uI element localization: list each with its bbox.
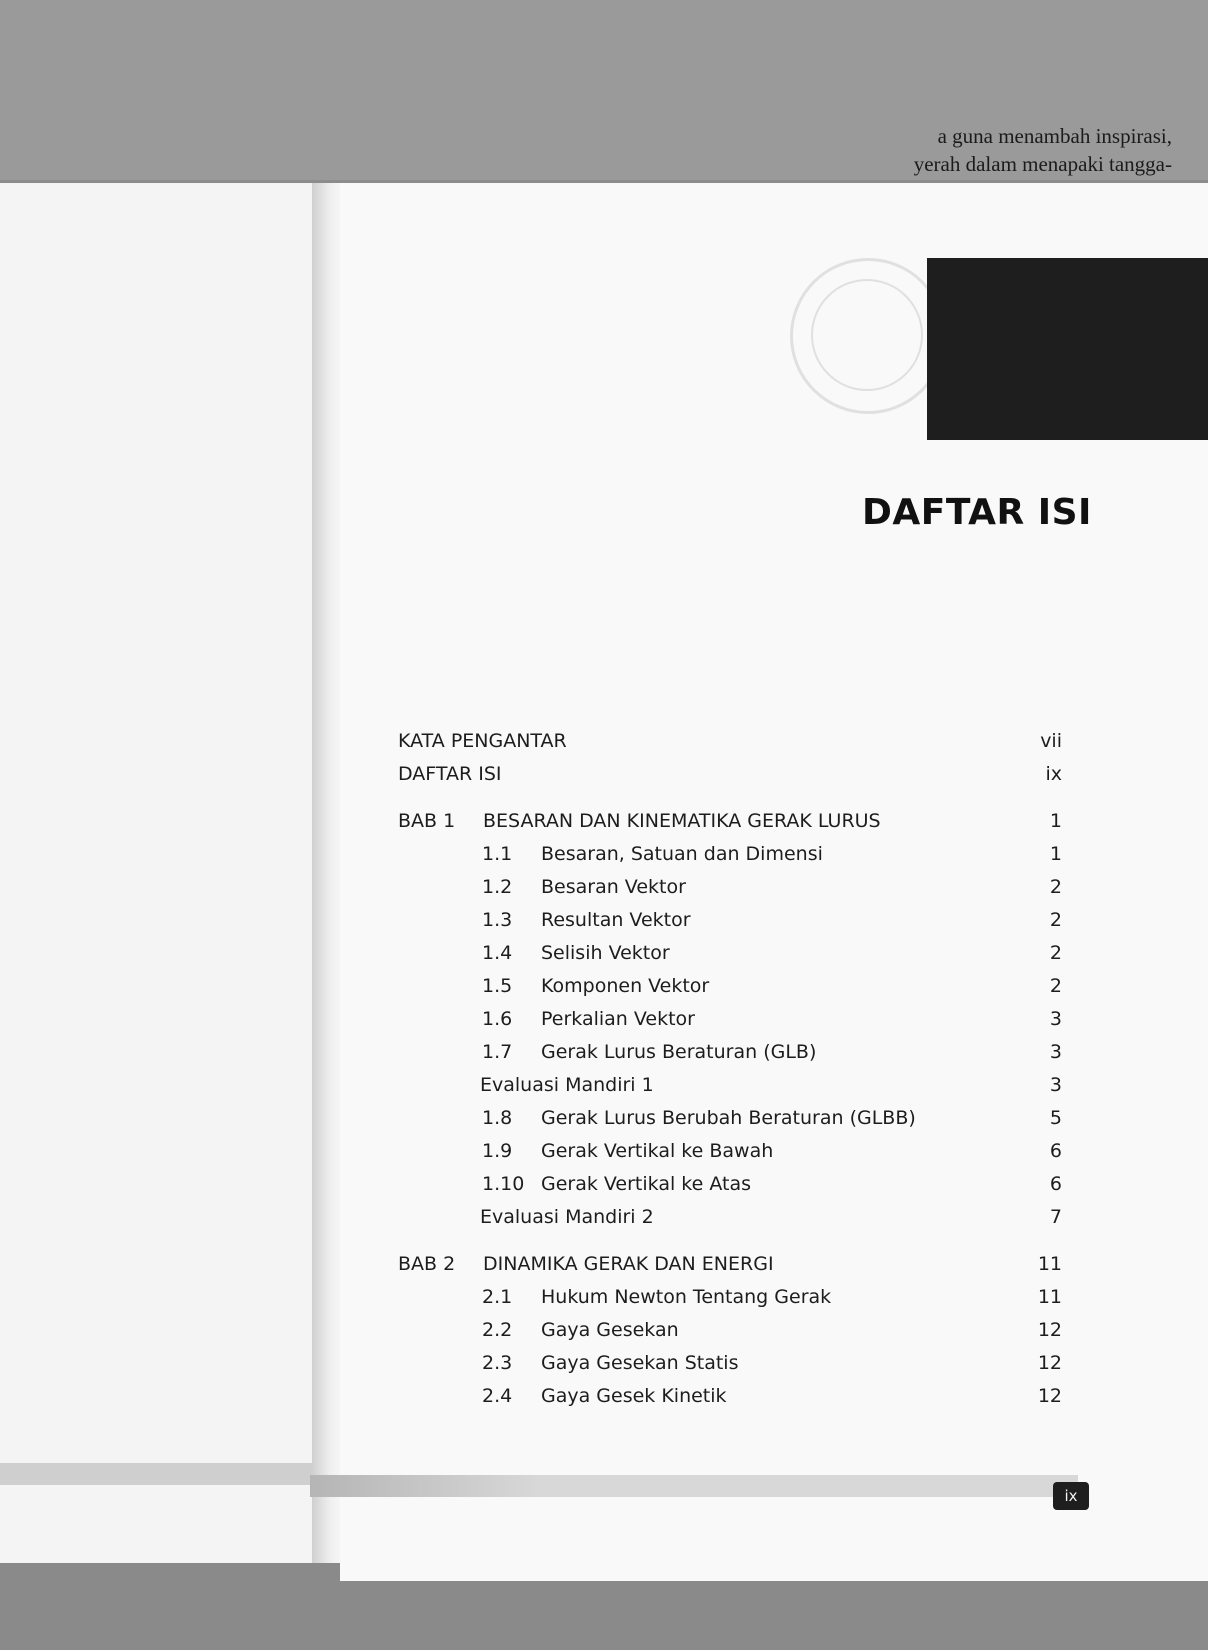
toc-entry-page: 6 bbox=[1049, 1140, 1062, 1162]
toc-section-title: Gerak Vertikal ke Atas bbox=[541, 1173, 752, 1195]
page-number-badge: ix bbox=[1053, 1482, 1089, 1510]
toc-chapter-title: DINAMIKA GERAK DAN ENERGI bbox=[483, 1253, 774, 1275]
toc-entry-page: 11 bbox=[1037, 1286, 1062, 1308]
toc-section-title: Resultan Vektor bbox=[541, 909, 691, 931]
toc-section bbox=[398, 1319, 1062, 1352]
preface-line: a guna menambah inspirasi, bbox=[937, 124, 1172, 148]
chapter-header-block bbox=[927, 258, 1208, 440]
toc-section bbox=[398, 1286, 1062, 1319]
toc-section-title: Gaya Gesekan bbox=[541, 1319, 679, 1341]
toc-section-title: Gerak Vertikal ke Bawah bbox=[541, 1140, 774, 1162]
toc-section-title: Besaran Vektor bbox=[541, 876, 686, 898]
toc-entry bbox=[398, 763, 1062, 796]
book-spine bbox=[312, 183, 342, 1563]
toc-chapter-code: BAB 2 bbox=[398, 1253, 456, 1275]
toc-section-number: 1.1 bbox=[482, 843, 513, 865]
toc-entry-page: 12 bbox=[1037, 1352, 1062, 1374]
toc-evaluation bbox=[398, 1206, 1062, 1239]
table-of-contents bbox=[398, 730, 1062, 1418]
toc-entry-page: 6 bbox=[1049, 1173, 1062, 1195]
toc-section-number: 1.3 bbox=[482, 909, 513, 931]
toc-chapter bbox=[398, 1253, 1062, 1286]
toc-section-number: 1.10 bbox=[482, 1173, 525, 1195]
toc-section-title: Selisih Vektor bbox=[541, 942, 670, 964]
toc-evaluation-title: Evaluasi Mandiri 2 bbox=[480, 1206, 654, 1228]
toc-section-title: Gaya Gesekan Statis bbox=[541, 1352, 739, 1374]
toc-entry-page: 2 bbox=[1049, 942, 1062, 964]
toc-section bbox=[398, 1008, 1062, 1041]
toc-section-number: 1.5 bbox=[482, 975, 513, 997]
toc-entry-page: 1 bbox=[1049, 810, 1062, 832]
toc-entry-page: 2 bbox=[1049, 876, 1062, 898]
toc-section-number: 2.2 bbox=[482, 1319, 513, 1341]
toc-entry-page: 12 bbox=[1037, 1319, 1062, 1341]
toc-section bbox=[398, 1041, 1062, 1074]
toc-section-number: 2.4 bbox=[482, 1385, 513, 1407]
toc-section-title: Gerak Lurus Berubah Beraturan (GLBB) bbox=[541, 1107, 916, 1129]
toc-section-title: Hukum Newton Tentang Gerak bbox=[541, 1286, 832, 1308]
toc-section bbox=[398, 876, 1062, 909]
toc-entry-label: KATA PENGANTAR bbox=[398, 730, 567, 752]
toc-evaluation bbox=[398, 1074, 1062, 1107]
toc-section bbox=[398, 1140, 1062, 1173]
toc-section-title: Komponen Vektor bbox=[541, 975, 710, 997]
left-page-bleed-through bbox=[0, 183, 320, 1563]
toc-entry-page: 2 bbox=[1049, 909, 1062, 931]
toc-entry-page: vii bbox=[1040, 730, 1062, 752]
toc-section-number: 2.3 bbox=[482, 1352, 513, 1374]
left-footer-band bbox=[0, 1463, 320, 1485]
toc-section-title: Besaran, Satuan dan Dimensi bbox=[541, 843, 823, 865]
right-footer-band bbox=[310, 1475, 1078, 1497]
toc-entry-page: 11 bbox=[1037, 1253, 1062, 1275]
toc-section bbox=[398, 1352, 1062, 1385]
page-title: DAFTAR ISI bbox=[862, 492, 1092, 533]
toc-section bbox=[398, 975, 1062, 1008]
toc-section-number: 2.1 bbox=[482, 1286, 513, 1308]
toc-section bbox=[398, 942, 1062, 975]
toc-entry-page: 3 bbox=[1049, 1008, 1062, 1030]
toc-entry-page: 2 bbox=[1049, 975, 1062, 997]
toc-section-number: 1.7 bbox=[482, 1041, 513, 1063]
toc-entry bbox=[398, 730, 1062, 763]
toc-section-number: 1.6 bbox=[482, 1008, 513, 1030]
toc-entry-page: 5 bbox=[1049, 1107, 1062, 1129]
toc-entry-page: 7 bbox=[1049, 1206, 1062, 1228]
preface-line: yerah dalam menapaki tangga- bbox=[913, 151, 1172, 176]
toc-section-number: 1.4 bbox=[482, 942, 513, 964]
toc-entry-page: ix bbox=[1045, 763, 1062, 785]
toc-entry-page: 3 bbox=[1049, 1041, 1062, 1063]
toc-chapter-title: BESARAN DAN KINEMATIKA GERAK LURUS bbox=[483, 810, 881, 832]
toc-entry-page: 12 bbox=[1037, 1385, 1062, 1407]
toc-section bbox=[398, 1107, 1062, 1140]
toc-section-number: 1.2 bbox=[482, 876, 513, 898]
toc-section bbox=[398, 1385, 1062, 1418]
left-page bbox=[0, 183, 320, 1563]
library-stamp-inner-ring bbox=[811, 279, 923, 391]
toc-section-title: Gaya Gesek Kinetik bbox=[541, 1385, 727, 1407]
toc-section-number: 1.9 bbox=[482, 1140, 513, 1162]
toc-section-number: 1.8 bbox=[482, 1107, 513, 1129]
toc-section bbox=[398, 909, 1062, 942]
toc-evaluation-title: Evaluasi Mandiri 1 bbox=[480, 1074, 654, 1096]
toc-chapter bbox=[398, 810, 1062, 843]
toc-entry-label: DAFTAR ISI bbox=[398, 763, 502, 785]
toc-section bbox=[398, 1173, 1062, 1206]
toc-entry-page: 3 bbox=[1049, 1074, 1062, 1096]
toc-chapter-code: BAB 1 bbox=[398, 810, 456, 832]
library-stamp-icon bbox=[790, 258, 946, 414]
toc-section bbox=[398, 843, 1062, 876]
toc-section-title: Perkalian Vektor bbox=[541, 1008, 695, 1030]
toc-entry-page: 1 bbox=[1049, 843, 1062, 865]
toc-section-title: Gerak Lurus Beraturan (GLB) bbox=[541, 1041, 817, 1063]
